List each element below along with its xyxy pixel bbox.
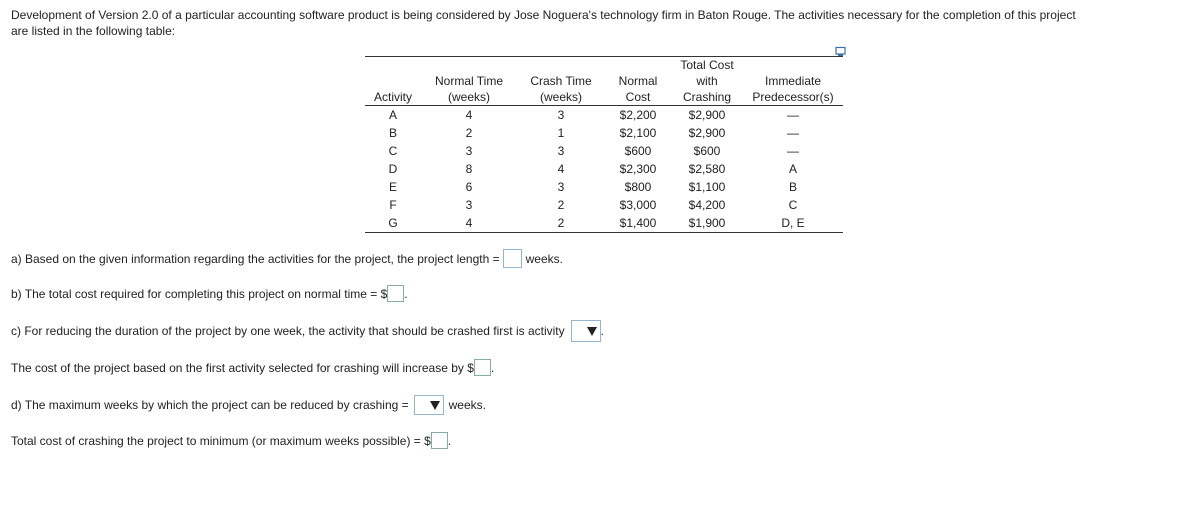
cell-normal-cost: $2,100	[619, 126, 657, 140]
intro-line-1: Development of Version 2.0 of a particular accounting software product is being considered by Jose Noguera's technology firm in Baton Rouge. The activities necessary for the completion of this project	[11, 8, 1076, 22]
cell-activity: D	[388, 162, 398, 176]
header-normal-cost-2: Cost	[605, 89, 671, 106]
header-activity: Activity	[365, 89, 421, 106]
table-row	[365, 160, 843, 178]
table-row	[365, 178, 843, 196]
header-total-cost-1: Total Cost	[671, 57, 743, 74]
cell-normal-time: 8	[465, 162, 473, 176]
question-c2	[11, 359, 494, 376]
question-b-text: b) The total cost required for completing this project on normal time = $	[11, 286, 388, 301]
cell-crash-time: 2	[557, 198, 565, 212]
cell-normal-time: 6	[465, 180, 473, 194]
cell-normal-time: 3	[465, 144, 473, 158]
cell-total-cost: $1,100	[688, 180, 726, 194]
cell-activity: A	[388, 108, 397, 122]
header-crash-time-1: Crash Time	[530, 74, 592, 88]
question-d-suffix: weeks.	[448, 398, 486, 412]
cell-total-cost: $2,900	[688, 108, 726, 122]
cell-total-cost: $4,200	[688, 198, 726, 212]
cell-normal-cost: $800	[624, 180, 652, 194]
cell-crash-time: 2	[517, 214, 605, 233]
activities-table-container	[365, 56, 843, 233]
cell-crash-time: 4	[557, 162, 565, 176]
header-total-cost-2: with	[696, 74, 718, 88]
cell-activity: G	[365, 214, 421, 233]
cell-total-cost: $1,900	[671, 214, 743, 233]
cell-crash-time: 3	[557, 180, 565, 194]
question-b-suffix: .	[404, 286, 408, 301]
cell-normal-cost: $600	[624, 144, 652, 158]
project-length-input[interactable]	[503, 249, 522, 268]
cell-predecessor: A	[788, 162, 797, 176]
header-spacer	[365, 57, 421, 74]
cell-predecessor: D, E	[743, 214, 843, 233]
question-c-suffix: .	[600, 324, 604, 338]
cell-crash-time: 3	[557, 144, 565, 158]
question-c2-suffix: .	[490, 360, 495, 375]
cell-total-cost: $2,900	[688, 126, 726, 140]
header-normal-cost-1: Normal	[618, 74, 658, 88]
activities-table	[365, 56, 843, 233]
cell-activity: C	[388, 144, 398, 158]
table-row	[365, 196, 843, 214]
question-c	[11, 320, 604, 342]
max-weeks-reduction-dropdown[interactable]	[414, 395, 444, 415]
question-d2-suffix: .	[447, 433, 452, 448]
cell-crash-time: 3	[557, 108, 565, 122]
cell-activity: E	[388, 180, 397, 194]
problem-intro	[11, 7, 1176, 39]
header-pred-1: Immediate	[764, 74, 822, 88]
question-d2-text: Total cost of crashing the project to minimum (or maximum weeks possible) = $	[11, 433, 431, 448]
header-pred-2: Predecessor(s)	[743, 89, 843, 106]
cell-activity: B	[388, 126, 397, 140]
question-c-text: c) For reducing the duration of the project by one week, the activity that should be crashed first is activity	[11, 324, 565, 338]
question-a-text: a) Based on the given information regarding the activities for the project, the project length =	[11, 251, 500, 266]
cell-predecessor: B	[788, 180, 797, 194]
cell-activity: F	[389, 198, 397, 212]
question-d2	[11, 432, 451, 449]
table-row	[365, 124, 843, 142]
cell-predecessor: —	[787, 108, 799, 122]
crash-first-activity-dropdown[interactable]	[571, 320, 601, 342]
cell-predecessor: C	[788, 198, 798, 212]
cell-normal-cost: $2,200	[619, 108, 657, 122]
cell-normal-cost: $3,000	[619, 198, 657, 212]
header-crash-time-2: (weeks)	[517, 89, 605, 106]
cell-normal-cost: $1,400	[605, 214, 671, 233]
question-a	[11, 249, 563, 268]
cell-normal-time: 2	[465, 126, 473, 140]
question-a-suffix: weeks.	[525, 251, 563, 266]
table-row	[365, 106, 843, 125]
dropdown-arrow-icon	[430, 401, 440, 410]
table-row	[365, 142, 843, 160]
table-row	[365, 214, 843, 233]
question-d	[11, 395, 486, 415]
crashing-total-cost-input[interactable]	[431, 432, 448, 449]
cell-predecessor: —	[787, 144, 799, 158]
header-total-cost-3: Crashing	[671, 89, 743, 106]
question-d-text: d) The maximum weeks by which the project can be reduced by crashing =	[11, 398, 409, 412]
cell-normal-cost: $2,300	[619, 162, 657, 176]
question-c2-text: The cost of the project based on the first activity selected for crashing will increase by $	[11, 360, 474, 375]
header-normal-time-1: Normal Time	[434, 74, 503, 88]
question-b	[11, 285, 408, 302]
dropdown-arrow-icon	[587, 327, 597, 336]
cell-normal-time: 3	[465, 198, 473, 212]
normal-total-cost-input[interactable]	[387, 285, 404, 302]
cell-normal-time: 4	[465, 108, 473, 122]
cell-total-cost: $600	[693, 144, 721, 158]
cost-increase-input[interactable]	[474, 359, 491, 376]
intro-line-2: are listed in the following table:	[11, 24, 176, 38]
cell-crash-time: 1	[557, 126, 565, 140]
cell-predecessor: —	[787, 126, 799, 140]
cell-normal-time: 4	[421, 214, 517, 233]
cell-total-cost: $2,580	[688, 162, 726, 176]
header-normal-time-2: (weeks)	[421, 89, 517, 106]
